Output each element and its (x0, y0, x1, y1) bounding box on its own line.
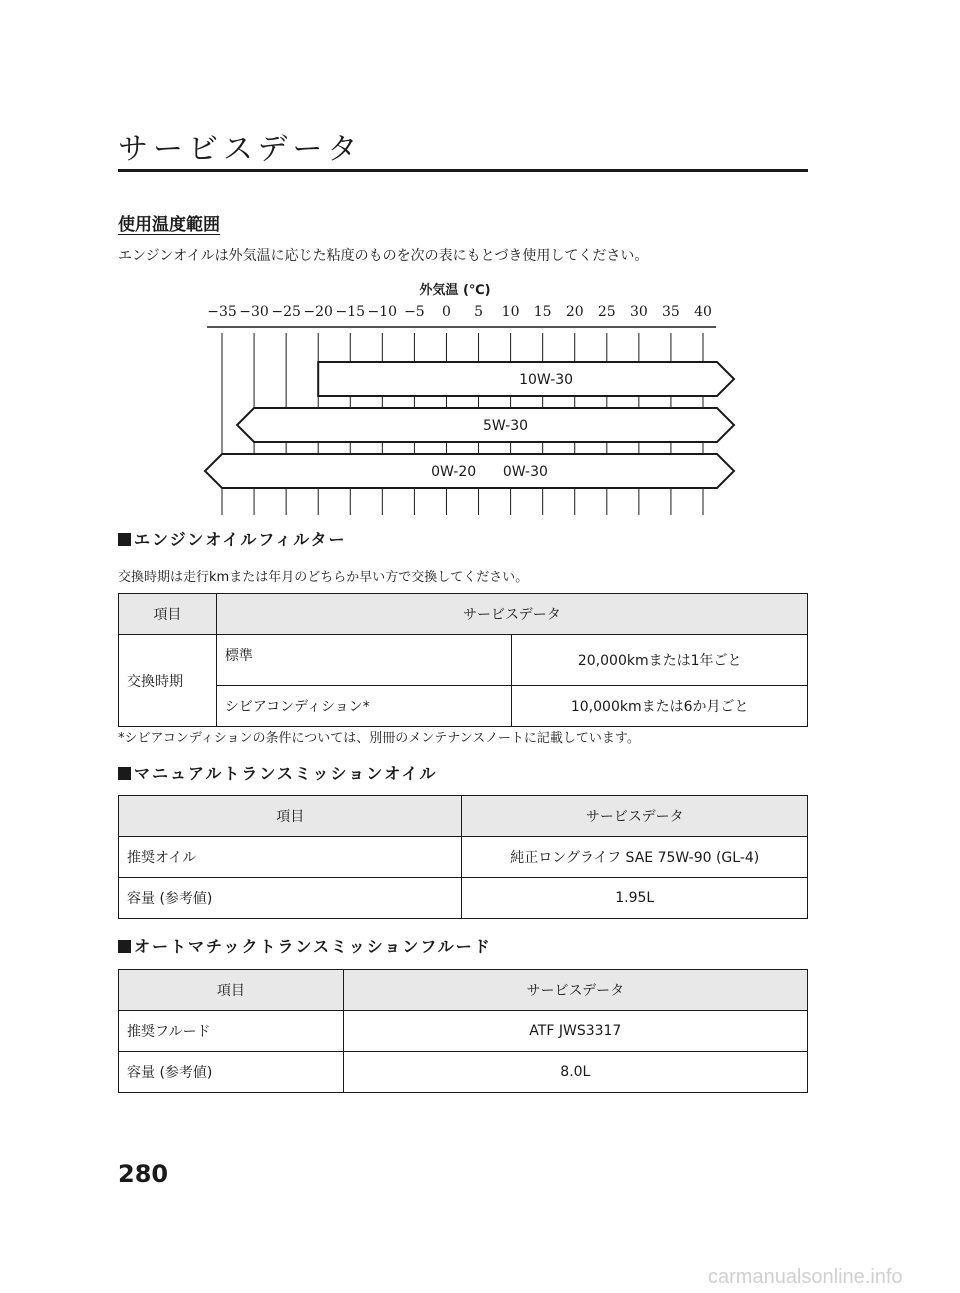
condition-standard: 標準 (216, 635, 512, 686)
manual-transmission-heading (118, 761, 437, 784)
interval-standard: 20,000kmまたは1年ごと (512, 635, 808, 686)
page-number: 280 (118, 1160, 169, 1188)
x-tick-label: −5 (404, 304, 425, 320)
table-header-row (119, 796, 808, 837)
table-row (119, 878, 808, 919)
automatic-transmission-table (118, 969, 808, 1093)
title-rule (118, 169, 808, 172)
x-tick-label: −25 (271, 304, 301, 320)
oil-filter-heading (118, 527, 346, 550)
table-row (119, 686, 808, 727)
manual-transmission-table (118, 795, 808, 919)
automatic-transmission-heading-text: オートマチックトランスミッションフルード (134, 937, 492, 956)
interval-severe: 10,000kmまたは6か月ごと (512, 686, 808, 727)
x-tick-label: 0 (442, 304, 451, 320)
oil-temperature-chart (0, 275, 960, 520)
table-header-service-data: サービスデータ (216, 594, 807, 635)
recommended-fluid-value: ATF JWS3317 (343, 1011, 807, 1052)
x-tick-label: 15 (533, 304, 552, 320)
viscosity-range-label: 0W-20 0W-30 (431, 464, 548, 480)
temperature-section-description: エンジンオイルは外気温に応じた粘度のものを次の表にもとづき使用してください。 (118, 248, 649, 264)
oil-filter-heading-text: エンジンオイルフィルター (134, 530, 347, 549)
x-tick-label: 35 (662, 304, 680, 320)
table-header-item: 項目 (119, 796, 462, 837)
watermark: carmanualsonline.info (708, 1266, 903, 1288)
table-row (119, 635, 808, 686)
table-row (119, 1052, 808, 1093)
square-bullet-icon (118, 940, 131, 953)
x-tick-label: −20 (303, 304, 333, 320)
recommended-oil-value: 純正ロングライフ SAE 75W-90 (GL-4) (462, 837, 808, 878)
page-title: サービスデータ (118, 132, 363, 167)
table-header-row (119, 970, 808, 1011)
capacity-value: 8.0L (343, 1052, 807, 1093)
temperature-section-heading: 使用温度範囲 (118, 215, 220, 235)
oil-filter-table (118, 593, 808, 727)
x-tick-label: 20 (565, 304, 584, 320)
viscosity-range-label: 5W-30 (483, 418, 529, 434)
x-tick-label: −30 (239, 304, 269, 320)
x-tick-label: 30 (629, 304, 648, 320)
square-bullet-icon (118, 767, 131, 780)
chart-title: 外気温 (℃) (419, 283, 491, 298)
x-tick-label: −15 (335, 304, 366, 320)
table-header-service-data: サービスデータ (343, 970, 807, 1011)
table-header-row (119, 594, 808, 635)
automatic-transmission-heading (118, 934, 492, 957)
severe-condition-footnote: *シビアコンディションの条件については、別冊のメンテナンスノートに記載しています。 (118, 731, 640, 746)
table-header-item: 項目 (119, 594, 217, 635)
table-header-item: 項目 (119, 970, 344, 1011)
x-tick-label: 40 (694, 304, 712, 320)
condition-severe: シビアコンディション* (216, 686, 512, 727)
x-tick-label: 5 (474, 304, 483, 320)
recommended-fluid-label: 推奨フルード (119, 1011, 344, 1052)
x-tick-label: 25 (597, 304, 616, 320)
manual-transmission-heading-text: マニュアルトランスミッションオイル (134, 764, 438, 783)
capacity-value: 1.95L (462, 878, 808, 919)
square-bullet-icon (118, 533, 131, 546)
capacity-label: 容量 (参考値) (119, 1052, 344, 1093)
table-row (119, 837, 808, 878)
x-tick-label: 10 (501, 304, 520, 320)
recommended-oil-label: 推奨オイル (119, 837, 462, 878)
capacity-label: 容量 (参考値) (119, 878, 462, 919)
oil-filter-description: 交換時期は走行kmまたは年月のどちらか早い方で交換してください。 (118, 570, 529, 585)
x-tick-label: −10 (367, 304, 398, 320)
table-header-service-data: サービスデータ (462, 796, 808, 837)
table-row (119, 1011, 808, 1052)
replacement-interval-label: 交換時期 (119, 635, 217, 727)
viscosity-range-label: 10W-30 (519, 372, 574, 388)
x-tick-label: −35 (207, 304, 237, 320)
